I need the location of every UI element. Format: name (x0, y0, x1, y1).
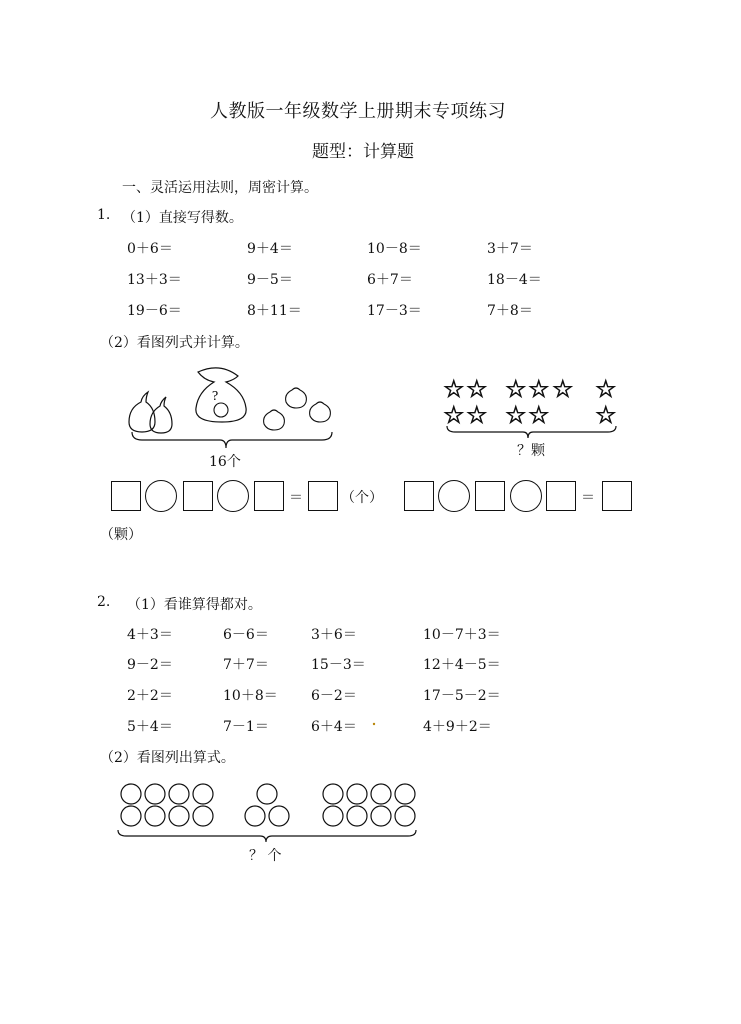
equals-sign: ＝ (289, 490, 303, 506)
star-icon: ☆ (528, 375, 550, 403)
equation: 7＋7＝ (223, 657, 269, 673)
bag-question-mark: ? (212, 389, 219, 404)
equation: 6－6＝ (223, 627, 269, 643)
equation: 3＋7＝ (487, 241, 533, 257)
circles-group (121, 784, 415, 826)
equation: 6＋7＝ (367, 272, 413, 288)
circle-icon (395, 784, 415, 804)
equation: 12＋4－5＝ (423, 657, 501, 673)
question-2-number: 2. (97, 594, 111, 610)
equation: 17－5－2＝ (423, 688, 501, 704)
operator-circle[interactable] (145, 480, 177, 512)
equation: 8＋11＝ (247, 303, 302, 319)
answer-box[interactable] (475, 481, 505, 511)
circle-icon (169, 784, 189, 804)
page-title: 人教版一年级数学上册期末专项练习 (210, 101, 506, 122)
equation: 2＋2＝ (127, 688, 173, 704)
page-subtitle: 题型：计算题 (312, 142, 414, 162)
circle-icon (245, 806, 265, 826)
star-icon: ☆ (466, 401, 488, 429)
bag-icon (196, 368, 246, 422)
circle-icon (371, 806, 391, 826)
fruit-total-label: 16个 (209, 454, 241, 470)
circle-icon (121, 784, 141, 804)
circles-question-label: ？ 个 (249, 848, 282, 864)
pear-icon (129, 392, 155, 432)
equation: 4＋3＝ (127, 627, 173, 643)
equation: 0＋6＝ (127, 241, 173, 257)
circle-icon (371, 784, 391, 804)
answer-box[interactable] (546, 481, 576, 511)
circle-icon (145, 806, 165, 826)
equation: 9＋4＝ (247, 241, 293, 257)
peach-icon (310, 402, 331, 422)
question-2-part-2-label: （2）看图列出算式。 (100, 750, 235, 766)
equation: 7＋8＝ (487, 303, 533, 319)
question-1-part-2-label: （2）看图列式并计算。 (100, 335, 249, 351)
peach-icon (286, 388, 307, 408)
stars-group (443, 375, 617, 429)
equation: 5＋4＝ (127, 719, 173, 735)
equation: 10＋8＝ (223, 688, 278, 704)
operator-circle[interactable] (217, 480, 249, 512)
circle-icon (257, 784, 277, 804)
question-1-number: 1. (97, 207, 111, 223)
equation: 19－6＝ (127, 303, 182, 319)
equation: 9－5＝ (247, 272, 293, 288)
operator-circle[interactable] (510, 480, 542, 512)
section-heading: 一、灵活运用法则，周密计算。 (122, 180, 318, 196)
circle-icon (145, 784, 165, 804)
equation: 4＋9＋2＝ (423, 719, 492, 735)
circle-icon (269, 806, 289, 826)
circle-icon (193, 806, 213, 826)
circle-icon (347, 784, 367, 804)
equation: 13＋3＝ (127, 272, 182, 288)
equation: 10－8＝ (367, 241, 422, 257)
star-icon: ☆ (552, 375, 574, 403)
equals-sign: ＝ (581, 490, 595, 506)
answer-box[interactable] (308, 481, 338, 511)
circle-icon (193, 784, 213, 804)
star-icon: ☆ (443, 375, 465, 403)
equation: 10－7＋3＝ (423, 627, 501, 643)
circle-icon (347, 806, 367, 826)
star-icon: ☆ (443, 401, 465, 429)
star-icon: ☆ (505, 401, 527, 429)
star-icon: ☆ (595, 375, 617, 403)
circles-brace (118, 830, 416, 842)
answer-box[interactable] (602, 481, 632, 511)
circle-icon (323, 806, 343, 826)
stray-dot (373, 723, 375, 725)
equation: 6＋4＝ (311, 719, 357, 735)
peach-icon (264, 410, 285, 430)
equation: 18－4＝ (487, 272, 542, 288)
circle-icon (323, 784, 343, 804)
answer-box[interactable] (111, 481, 141, 511)
fruit-brace (132, 432, 332, 448)
operator-circle[interactable] (438, 480, 470, 512)
circle-icon (169, 806, 189, 826)
unit-label-ke: （颗） (100, 527, 142, 543)
question-2-part-1-label: （1）看谁算得都对。 (127, 597, 262, 613)
question-1-part-1-label: （1）直接写得数。 (122, 210, 243, 226)
apple-icon (214, 403, 228, 417)
star-icon: ☆ (595, 401, 617, 429)
equation: 17－3＝ (367, 303, 422, 319)
star-icon: ☆ (466, 375, 488, 403)
equation: 3＋6＝ (311, 627, 357, 643)
circle-icon (121, 806, 141, 826)
star-icon: ☆ (505, 375, 527, 403)
equation: 6－2＝ (311, 688, 357, 704)
equation: 7－1＝ (223, 719, 269, 735)
answer-box[interactable] (183, 481, 213, 511)
circle-icon (395, 806, 415, 826)
answer-box[interactable] (254, 481, 284, 511)
equation: 9－2＝ (127, 657, 173, 673)
stars-question-label: ？颗 (517, 443, 545, 459)
unit-label-ge: （个） (341, 490, 383, 506)
equation: 15－3＝ (311, 657, 366, 673)
answer-box[interactable] (404, 481, 434, 511)
star-icon: ☆ (528, 401, 550, 429)
